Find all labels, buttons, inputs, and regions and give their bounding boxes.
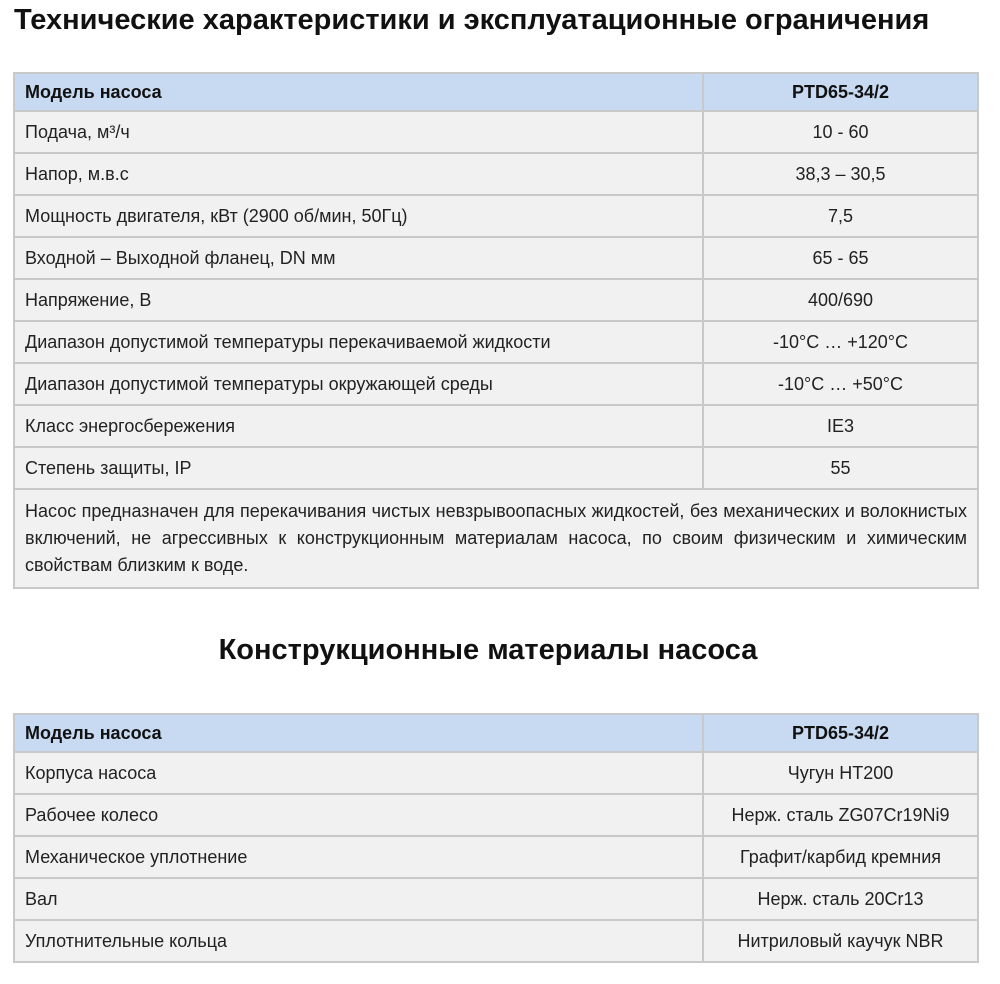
table-row xyxy=(14,237,978,279)
row-label-flange: Входной – Выходной фланец, DN мм xyxy=(14,237,703,279)
table-row xyxy=(14,363,978,405)
table-row xyxy=(14,878,978,920)
table-row xyxy=(14,794,978,836)
row-label-shaft: Вал xyxy=(14,878,703,920)
table-row xyxy=(14,405,978,447)
table-row xyxy=(14,836,978,878)
table-row xyxy=(14,279,978,321)
row-label-ip: Степень защиты, IP xyxy=(14,447,703,489)
table-row xyxy=(14,321,978,363)
row-value-flange: 65 - 65 xyxy=(703,237,978,279)
row-label-flow: Подача, м³/ч xyxy=(14,111,703,153)
materials-header-label: Модель насоса xyxy=(14,714,703,752)
specs-header-label: Модель насоса xyxy=(14,73,703,111)
row-label-motor-power: Мощность двигателя, кВт (2900 об/мин, 50Гц) xyxy=(14,195,703,237)
materials-table xyxy=(13,713,979,963)
section-title-specs: Технические характеристики и эксплуатационные ограничения xyxy=(14,4,930,36)
materials-header-row xyxy=(14,714,978,752)
row-label-casing: Корпуса насоса xyxy=(14,752,703,794)
note-row xyxy=(14,489,978,588)
table-row xyxy=(14,195,978,237)
row-value-o-rings: Нитриловый каучук NBR xyxy=(703,920,978,962)
row-value-ambient-temp: -10°C … +50°C xyxy=(703,363,978,405)
table-row xyxy=(14,153,978,195)
section-title-materials: Конструкционные материалы насоса xyxy=(218,634,758,666)
row-label-impeller: Рабочее колесо xyxy=(14,794,703,836)
row-label-voltage: Напряжение, В xyxy=(14,279,703,321)
row-value-ip: 55 xyxy=(703,447,978,489)
row-value-casing: Чугун HT200 xyxy=(703,752,978,794)
specs-header-model: PTD65-34/2 xyxy=(703,73,978,111)
row-value-head: 38,3 – 30,5 xyxy=(703,153,978,195)
materials-header-model: PTD65-34/2 xyxy=(703,714,978,752)
row-value-flow: 10 - 60 xyxy=(703,111,978,153)
specs-header-row xyxy=(14,73,978,111)
row-value-impeller: Нерж. сталь ZG07Cr19Ni9 xyxy=(703,794,978,836)
row-label-energy-class: Класс энергосбережения xyxy=(14,405,703,447)
table-row xyxy=(14,111,978,153)
table-row xyxy=(14,920,978,962)
specs-table xyxy=(13,72,979,589)
row-value-liquid-temp: -10°C … +120°C xyxy=(703,321,978,363)
row-value-mech-seal: Графит/карбид кремния xyxy=(703,836,978,878)
table-row xyxy=(14,752,978,794)
row-value-motor-power: 7,5 xyxy=(703,195,978,237)
row-value-voltage: 400/690 xyxy=(703,279,978,321)
row-label-head: Напор, м.в.с xyxy=(14,153,703,195)
row-label-liquid-temp: Диапазон допустимой температуры перекачиваемой жидкости xyxy=(14,321,703,363)
row-value-energy-class: IE3 xyxy=(703,405,978,447)
row-label-o-rings: Уплотнительные кольца xyxy=(14,920,703,962)
row-label-ambient-temp: Диапазон допустимой температуры окружающей среды xyxy=(14,363,703,405)
row-value-shaft: Нерж. сталь 20Cr13 xyxy=(703,878,978,920)
purpose-note: Насос предназначен для перекачивания чистых невзрывоопасных жидкостей, без механических и волокнистых включений, не агрессивных к конструкционным материалам насоса, по своим физическим и химическим свойствам близким к воде. xyxy=(14,489,978,588)
table-row xyxy=(14,447,978,489)
row-label-mech-seal: Механическое уплотнение xyxy=(14,836,703,878)
